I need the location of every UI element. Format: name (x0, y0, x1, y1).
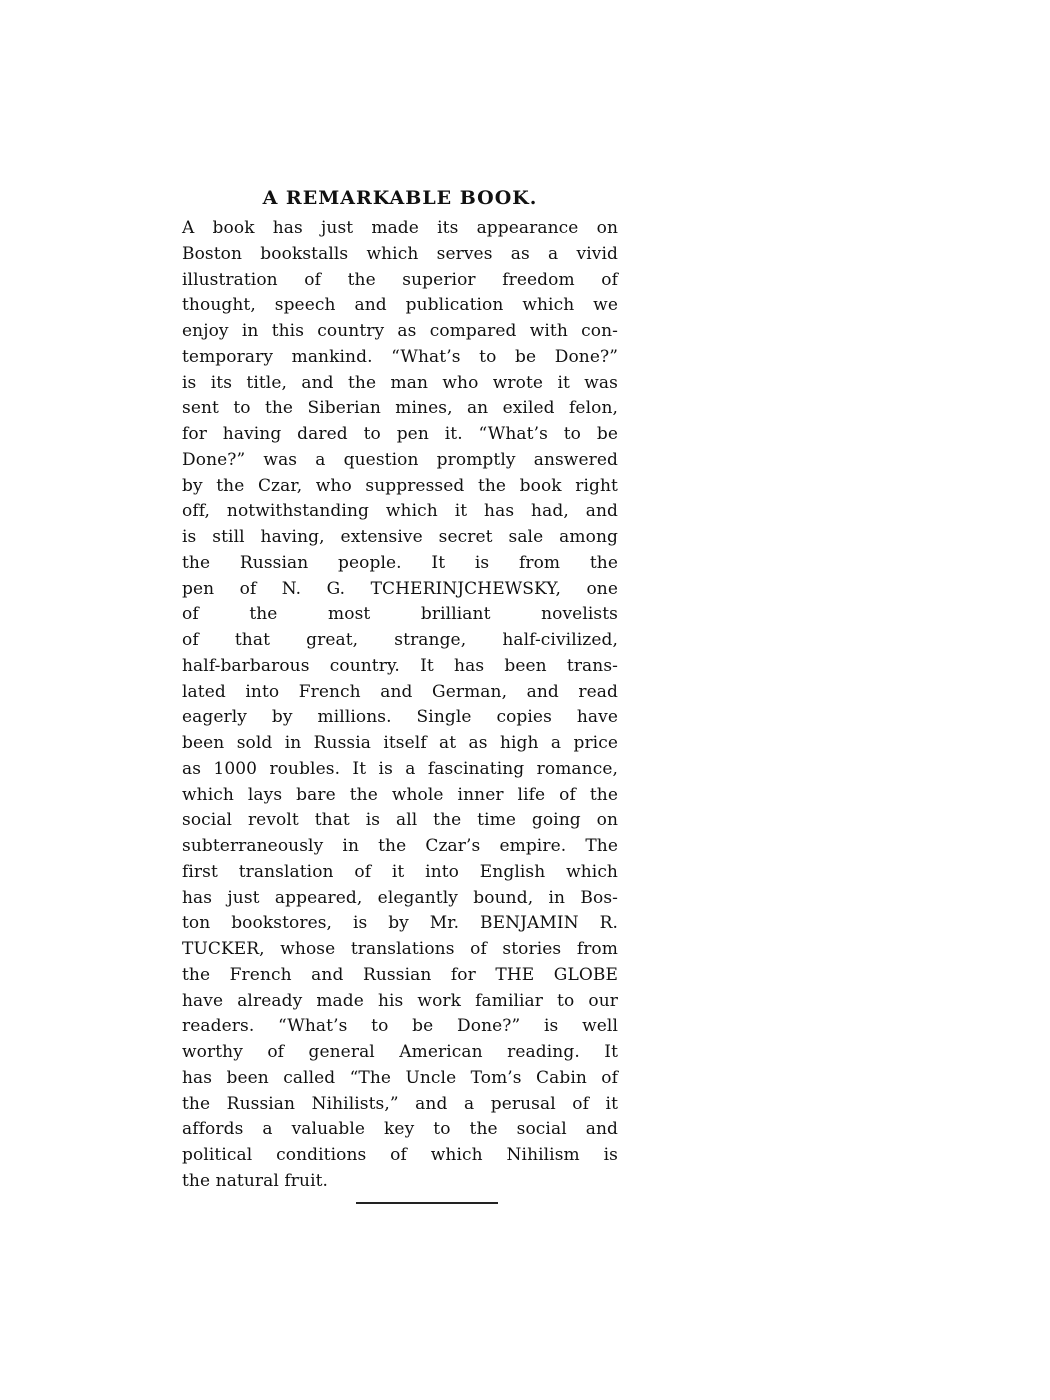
article-line: social revolt that is all the time going on (182, 810, 618, 831)
article-line: the French and Russian for THE GLOBE (182, 964, 618, 985)
article-line: off, notwithstanding which it has had, and (182, 501, 618, 522)
end-rule (356, 1202, 498, 1204)
article-line: illustration of the superior freedom of (182, 269, 618, 290)
article-line: TUCKER, whose translations of stories from (182, 939, 618, 959)
article-line: political conditions of which Nihilism is (182, 1145, 618, 1165)
article-line: as 1000 roubles. It is a fascinating romance, (182, 758, 618, 779)
article-line: for having dared to pen it. “What’s to be (182, 424, 618, 444)
article-line: has just appeared, elegantly bound, in Bos- (182, 887, 618, 908)
article-line: of that great, strange, half-civilized, (182, 630, 618, 650)
article-line: eagerly by millions. Single copies have (182, 707, 618, 728)
article-line: is its title, and the man who wrote it was (182, 372, 618, 393)
article-line: temporary mankind. “What’s to be Done?” (182, 346, 618, 367)
article-line: first translation of it into English which (182, 861, 618, 882)
article-line: the natural fruit. (182, 1170, 329, 1191)
article-line: Done?” was a question promptly answered (182, 449, 618, 470)
article-line: Boston bookstalls which serves as a vivid (182, 243, 618, 264)
article-line: half-barbarous country. It has been trans- (182, 655, 618, 676)
article-line: by the Czar, who suppressed the book right (182, 475, 618, 496)
article-line: is still having, extensive secret sale among (182, 527, 618, 547)
article-line: have already made his work familiar to our (182, 990, 618, 1011)
article-line: readers. “What’s to be Done?” is well (182, 1016, 618, 1037)
article-line: thought, speech and publication which we (182, 295, 618, 316)
newspaper-clipping (182, 180, 618, 1195)
article-headline: A REMARKABLE BOOK. (262, 187, 538, 209)
article-line: the Russian Nihilists,” and a perusal of it (182, 1093, 618, 1114)
article-line: affords a valuable key to the social and (182, 1119, 618, 1140)
article-line: A book has just made its appearance on (182, 218, 618, 238)
article-line: subterraneously in the Czar’s empire. The (182, 836, 618, 856)
article-body (182, 216, 618, 1195)
article-line: the Russian people. It is from the (182, 552, 618, 573)
article-line: which lays bare the whole inner life of the (182, 784, 618, 805)
article-line: worthy of general American reading. It (182, 1042, 618, 1062)
article-line: enjoy in this country as compared with con- (182, 321, 618, 341)
article-line: of the most brilliant novelists (182, 604, 618, 625)
article-line: sent to the Siberian mines, an exiled felon, (182, 398, 618, 419)
article-line: lated into French and German, and read (182, 681, 618, 702)
article-line: pen of N. G. TCHERINJCHEWSKY, one (182, 578, 618, 599)
article-line: ton bookstores, is by Mr. BENJAMIN R. (182, 913, 618, 934)
article-line: has been called “The Uncle Tom’s Cabin of (182, 1067, 618, 1088)
article-line: been sold in Russia itself at as high a price (182, 733, 618, 753)
